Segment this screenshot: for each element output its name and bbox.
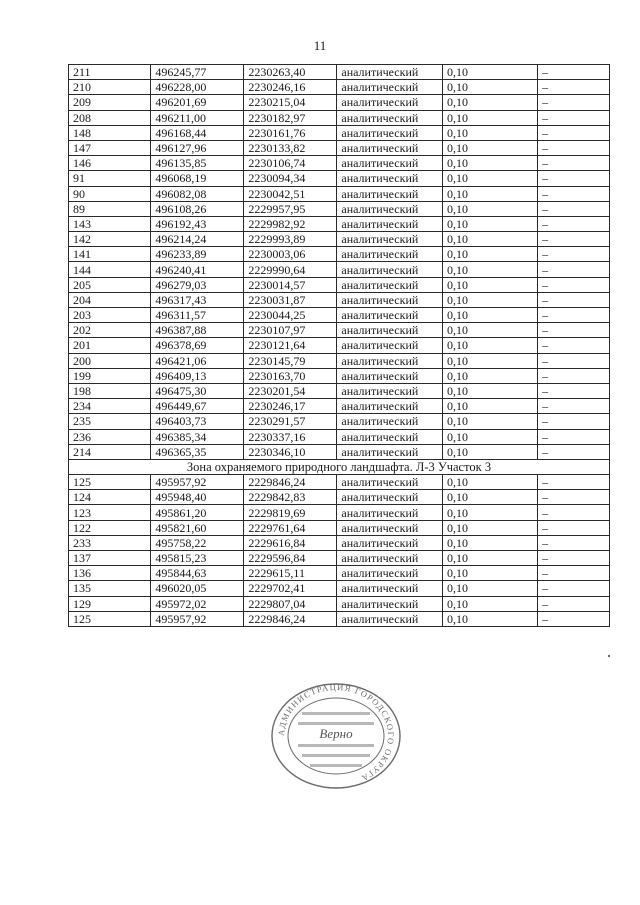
method-cell: аналитический <box>337 201 443 216</box>
table-row <box>69 353 610 368</box>
y-coordinate-cell: 2230346,10 <box>244 444 337 459</box>
x-coordinate-cell: 495972,02 <box>151 596 244 611</box>
table-row <box>69 80 610 95</box>
precision-cell: 0,10 <box>443 535 538 550</box>
table-row <box>69 323 610 338</box>
precision-cell: 0,10 <box>443 292 538 307</box>
point-number-cell: 91 <box>69 171 151 186</box>
x-coordinate-cell: 496317,43 <box>151 292 244 307</box>
precision-cell: 0,10 <box>443 475 538 490</box>
page-number: 11 <box>313 38 327 53</box>
y-coordinate-cell: 2229957,95 <box>244 201 337 216</box>
method-cell: аналитический <box>337 80 443 95</box>
method-cell: аналитический <box>337 216 443 231</box>
x-coordinate-cell: 496387,88 <box>151 323 244 338</box>
y-coordinate-cell: 2229761,64 <box>244 520 337 535</box>
table-row <box>69 140 610 155</box>
note-cell: – <box>538 125 610 140</box>
table-row <box>69 520 610 535</box>
table-row <box>69 414 610 429</box>
precision-cell: 0,10 <box>443 520 538 535</box>
y-coordinate-cell: 2230044,25 <box>244 308 337 323</box>
y-coordinate-cell: 2230145,79 <box>244 353 337 368</box>
coordinates-table <box>68 64 610 627</box>
precision-cell: 0,10 <box>443 414 538 429</box>
method-cell: аналитический <box>337 308 443 323</box>
table-row <box>69 262 610 277</box>
method-cell: аналитический <box>337 368 443 383</box>
table-row <box>69 308 610 323</box>
precision-cell: 0,10 <box>443 338 538 353</box>
precision-cell: 0,10 <box>443 80 538 95</box>
note-cell: – <box>538 414 610 429</box>
note-cell: – <box>538 262 610 277</box>
note-cell: – <box>538 247 610 262</box>
point-number-cell: 235 <box>69 414 151 429</box>
table-row <box>69 338 610 353</box>
method-cell: аналитический <box>337 520 443 535</box>
point-number-cell: 122 <box>69 520 151 535</box>
y-coordinate-cell: 2229702,41 <box>244 581 337 596</box>
note-cell: – <box>538 520 610 535</box>
note-cell: – <box>538 110 610 125</box>
method-cell: аналитический <box>337 383 443 398</box>
table-row <box>69 277 610 292</box>
y-coordinate-cell: 2230042,51 <box>244 186 337 201</box>
note-cell: – <box>538 80 610 95</box>
point-number-cell: 89 <box>69 201 151 216</box>
y-coordinate-cell: 2230133,82 <box>244 140 337 155</box>
precision-cell: 0,10 <box>443 156 538 171</box>
x-coordinate-cell: 496403,73 <box>151 414 244 429</box>
y-coordinate-cell: 2230291,57 <box>244 414 337 429</box>
point-number-cell: 136 <box>69 566 151 581</box>
note-cell: – <box>538 338 610 353</box>
y-coordinate-cell: 2230263,40 <box>244 65 337 80</box>
method-cell: аналитический <box>337 171 443 186</box>
table-row <box>69 201 610 216</box>
x-coordinate-cell: 496409,13 <box>151 368 244 383</box>
precision-cell: 0,10 <box>443 490 538 505</box>
zone-heading: Зона охраняемого природного ландшафта. Л-3 Участок 3 <box>69 459 610 474</box>
table-row <box>69 399 610 414</box>
coordinates-table-body-b <box>69 475 610 627</box>
precision-cell: 0,10 <box>443 581 538 596</box>
method-cell: аналитический <box>337 232 443 247</box>
table-row <box>69 156 610 171</box>
point-number-cell: 144 <box>69 262 151 277</box>
x-coordinate-cell: 496378,69 <box>151 338 244 353</box>
method-cell: аналитический <box>337 262 443 277</box>
y-coordinate-cell: 2229993,89 <box>244 232 337 247</box>
precision-cell: 0,10 <box>443 95 538 110</box>
table-row <box>69 368 610 383</box>
note-cell: – <box>538 292 610 307</box>
method-cell: аналитический <box>337 535 443 550</box>
point-number-cell: 129 <box>69 596 151 611</box>
precision-cell: 0,10 <box>443 277 538 292</box>
x-coordinate-cell: 496385,34 <box>151 429 244 444</box>
method-cell: аналитический <box>337 247 443 262</box>
precision-cell: 0,10 <box>443 140 538 155</box>
note-cell: – <box>538 186 610 201</box>
precision-cell: 0,10 <box>443 125 538 140</box>
note-cell: – <box>538 277 610 292</box>
precision-cell: 0,10 <box>443 323 538 338</box>
point-number-cell: 211 <box>69 65 151 80</box>
y-coordinate-cell: 2230121,64 <box>244 338 337 353</box>
method-cell: аналитический <box>337 338 443 353</box>
table-row <box>69 490 610 505</box>
point-number-cell: 143 <box>69 216 151 231</box>
method-cell: аналитический <box>337 110 443 125</box>
x-coordinate-cell: 496228,00 <box>151 80 244 95</box>
point-number-cell: 208 <box>69 110 151 125</box>
y-coordinate-cell: 2229615,11 <box>244 566 337 581</box>
point-number-cell: 135 <box>69 581 151 596</box>
x-coordinate-cell: 496214,24 <box>151 232 244 247</box>
precision-cell: 0,10 <box>443 596 538 611</box>
x-coordinate-cell: 496082,08 <box>151 186 244 201</box>
method-cell: аналитический <box>337 429 443 444</box>
table-row <box>69 95 610 110</box>
method-cell: аналитический <box>337 581 443 596</box>
point-number-cell: 233 <box>69 535 151 550</box>
precision-cell: 0,10 <box>443 383 538 398</box>
x-coordinate-cell: 496211,00 <box>151 110 244 125</box>
y-coordinate-cell: 2229842,83 <box>244 490 337 505</box>
y-coordinate-cell: 2230201,54 <box>244 383 337 398</box>
table-row <box>69 232 610 247</box>
table-row <box>69 581 610 596</box>
point-number-cell: 204 <box>69 292 151 307</box>
method-cell: аналитический <box>337 65 443 80</box>
y-coordinate-cell: 2230246,17 <box>244 399 337 414</box>
precision-cell: 0,10 <box>443 247 538 262</box>
method-cell: аналитический <box>337 156 443 171</box>
coordinates-table-body-a <box>69 65 610 460</box>
precision-cell: 0,10 <box>443 611 538 626</box>
point-number-cell: 137 <box>69 551 151 566</box>
y-coordinate-cell: 2230014,57 <box>244 277 337 292</box>
x-coordinate-cell: 496240,41 <box>151 262 244 277</box>
method-cell: аналитический <box>337 444 443 459</box>
y-coordinate-cell: 2229807,04 <box>244 596 337 611</box>
zone-heading-row <box>69 459 610 474</box>
x-coordinate-cell: 495957,92 <box>151 475 244 490</box>
note-cell: – <box>538 216 610 231</box>
point-number-cell: 236 <box>69 429 151 444</box>
y-coordinate-cell: 2229616,84 <box>244 535 337 550</box>
method-cell: аналитический <box>337 399 443 414</box>
table-row <box>69 65 610 80</box>
point-number-cell: 210 <box>69 80 151 95</box>
point-number-cell: 123 <box>69 505 151 520</box>
precision-cell: 0,10 <box>443 232 538 247</box>
precision-cell: 0,10 <box>443 505 538 520</box>
table-row <box>69 444 610 459</box>
note-cell: – <box>538 444 610 459</box>
point-number-cell: 198 <box>69 383 151 398</box>
y-coordinate-cell: 2229596,84 <box>244 551 337 566</box>
method-cell: аналитический <box>337 566 443 581</box>
table-row <box>69 611 610 626</box>
point-number-cell: 203 <box>69 308 151 323</box>
table-row <box>69 125 610 140</box>
method-cell: аналитический <box>337 505 443 520</box>
point-number-cell: 200 <box>69 353 151 368</box>
x-coordinate-cell: 496421,06 <box>151 353 244 368</box>
precision-cell: 0,10 <box>443 566 538 581</box>
point-number-cell: 202 <box>69 323 151 338</box>
note-cell: – <box>538 611 610 626</box>
y-coordinate-cell: 2230031,87 <box>244 292 337 307</box>
table-row <box>69 429 610 444</box>
table-row <box>69 186 610 201</box>
precision-cell: 0,10 <box>443 110 538 125</box>
point-number-cell: 214 <box>69 444 151 459</box>
x-coordinate-cell: 496108,26 <box>151 201 244 216</box>
y-coordinate-cell: 2230003,06 <box>244 247 337 262</box>
table-row <box>69 551 610 566</box>
method-cell: аналитический <box>337 353 443 368</box>
note-cell: – <box>538 399 610 414</box>
note-cell: – <box>538 65 610 80</box>
precision-cell: 0,10 <box>443 308 538 323</box>
method-cell: аналитический <box>337 596 443 611</box>
precision-cell: 0,10 <box>443 65 538 80</box>
point-number-cell: 124 <box>69 490 151 505</box>
x-coordinate-cell: 496475,30 <box>151 383 244 398</box>
method-cell: аналитический <box>337 125 443 140</box>
table-row <box>69 535 610 550</box>
note-cell: – <box>538 383 610 398</box>
method-cell: аналитический <box>337 292 443 307</box>
point-number-cell: 125 <box>69 611 151 626</box>
table-row <box>69 292 610 307</box>
method-cell: аналитический <box>337 611 443 626</box>
table-row <box>69 247 610 262</box>
point-number-cell: 148 <box>69 125 151 140</box>
table-row <box>69 171 610 186</box>
note-cell: – <box>538 429 610 444</box>
x-coordinate-cell: 496279,03 <box>151 277 244 292</box>
y-coordinate-cell: 2230337,16 <box>244 429 337 444</box>
table-row <box>69 505 610 520</box>
x-coordinate-cell: 495948,40 <box>151 490 244 505</box>
precision-cell: 0,10 <box>443 216 538 231</box>
precision-cell: 0,10 <box>443 353 538 368</box>
method-cell: аналитический <box>337 551 443 566</box>
precision-cell: 0,10 <box>443 262 538 277</box>
method-cell: аналитический <box>337 95 443 110</box>
point-number-cell: 201 <box>69 338 151 353</box>
y-coordinate-cell: 2230182,97 <box>244 110 337 125</box>
note-cell: – <box>538 156 610 171</box>
precision-cell: 0,10 <box>443 201 538 216</box>
x-coordinate-cell: 496068,19 <box>151 171 244 186</box>
margin-mark <box>608 655 610 657</box>
y-coordinate-cell: 2230215,04 <box>244 95 337 110</box>
y-coordinate-cell: 2229982,92 <box>244 216 337 231</box>
point-number-cell: 234 <box>69 399 151 414</box>
round-seal-stamp <box>268 682 404 790</box>
method-cell: аналитический <box>337 140 443 155</box>
stamp-ring-text: АДМИНИСТРАЦИЯ ГОРОДСКОГО ОКРУГА <box>275 682 397 784</box>
x-coordinate-cell: 496127,96 <box>151 140 244 155</box>
note-cell: – <box>538 581 610 596</box>
point-number-cell: 142 <box>69 232 151 247</box>
x-coordinate-cell: 495844,63 <box>151 566 244 581</box>
note-cell: – <box>538 95 610 110</box>
x-coordinate-cell: 496233,89 <box>151 247 244 262</box>
x-coordinate-cell: 496365,35 <box>151 444 244 459</box>
y-coordinate-cell: 2230161,76 <box>244 125 337 140</box>
note-cell: – <box>538 171 610 186</box>
y-coordinate-cell: 2229819,69 <box>244 505 337 520</box>
y-coordinate-cell: 2229990,64 <box>244 262 337 277</box>
y-coordinate-cell: 2230163,70 <box>244 368 337 383</box>
point-number-cell: 141 <box>69 247 151 262</box>
x-coordinate-cell: 495815,23 <box>151 551 244 566</box>
x-coordinate-cell: 496020,05 <box>151 581 244 596</box>
table-row <box>69 383 610 398</box>
note-cell: – <box>538 323 610 338</box>
method-cell: аналитический <box>337 323 443 338</box>
y-coordinate-cell: 2230106,74 <box>244 156 337 171</box>
y-coordinate-cell: 2230246,16 <box>244 80 337 95</box>
precision-cell: 0,10 <box>443 171 538 186</box>
y-coordinate-cell: 2230094,34 <box>244 171 337 186</box>
x-coordinate-cell: 495861,20 <box>151 505 244 520</box>
y-coordinate-cell: 2229846,24 <box>244 475 337 490</box>
x-coordinate-cell: 496201,69 <box>151 95 244 110</box>
x-coordinate-cell: 496168,44 <box>151 125 244 140</box>
note-cell: – <box>538 596 610 611</box>
note-cell: – <box>538 232 610 247</box>
point-number-cell: 209 <box>69 95 151 110</box>
method-cell: аналитический <box>337 414 443 429</box>
x-coordinate-cell: 496245,77 <box>151 65 244 80</box>
precision-cell: 0,10 <box>443 399 538 414</box>
note-cell: – <box>538 308 610 323</box>
method-cell: аналитический <box>337 277 443 292</box>
stamp-center-word: Верно <box>319 726 353 741</box>
note-cell: – <box>538 505 610 520</box>
point-number-cell: 90 <box>69 186 151 201</box>
note-cell: – <box>538 551 610 566</box>
point-number-cell: 199 <box>69 368 151 383</box>
method-cell: аналитический <box>337 490 443 505</box>
x-coordinate-cell: 496449,67 <box>151 399 244 414</box>
note-cell: – <box>538 475 610 490</box>
y-coordinate-cell: 2230107,97 <box>244 323 337 338</box>
table-row <box>69 216 610 231</box>
y-coordinate-cell: 2229846,24 <box>244 611 337 626</box>
x-coordinate-cell: 495957,92 <box>151 611 244 626</box>
x-coordinate-cell: 495821,60 <box>151 520 244 535</box>
precision-cell: 0,10 <box>443 444 538 459</box>
precision-cell: 0,10 <box>443 551 538 566</box>
table-row <box>69 566 610 581</box>
point-number-cell: 147 <box>69 140 151 155</box>
note-cell: – <box>538 535 610 550</box>
table-row <box>69 475 610 490</box>
point-number-cell: 205 <box>69 277 151 292</box>
x-coordinate-cell: 496311,57 <box>151 308 244 323</box>
precision-cell: 0,10 <box>443 368 538 383</box>
x-coordinate-cell: 496135,85 <box>151 156 244 171</box>
precision-cell: 0,10 <box>443 186 538 201</box>
point-number-cell: 125 <box>69 475 151 490</box>
table-row <box>69 110 610 125</box>
note-cell: – <box>538 368 610 383</box>
note-cell: – <box>538 490 610 505</box>
x-coordinate-cell: 496192,43 <box>151 216 244 231</box>
note-cell: – <box>538 353 610 368</box>
method-cell: аналитический <box>337 475 443 490</box>
point-number-cell: 146 <box>69 156 151 171</box>
method-cell: аналитический <box>337 186 443 201</box>
zone-heading-section <box>69 459 610 474</box>
note-cell: – <box>538 201 610 216</box>
table-row <box>69 596 610 611</box>
x-coordinate-cell: 495758,22 <box>151 535 244 550</box>
precision-cell: 0,10 <box>443 429 538 444</box>
note-cell: – <box>538 140 610 155</box>
note-cell: – <box>538 566 610 581</box>
